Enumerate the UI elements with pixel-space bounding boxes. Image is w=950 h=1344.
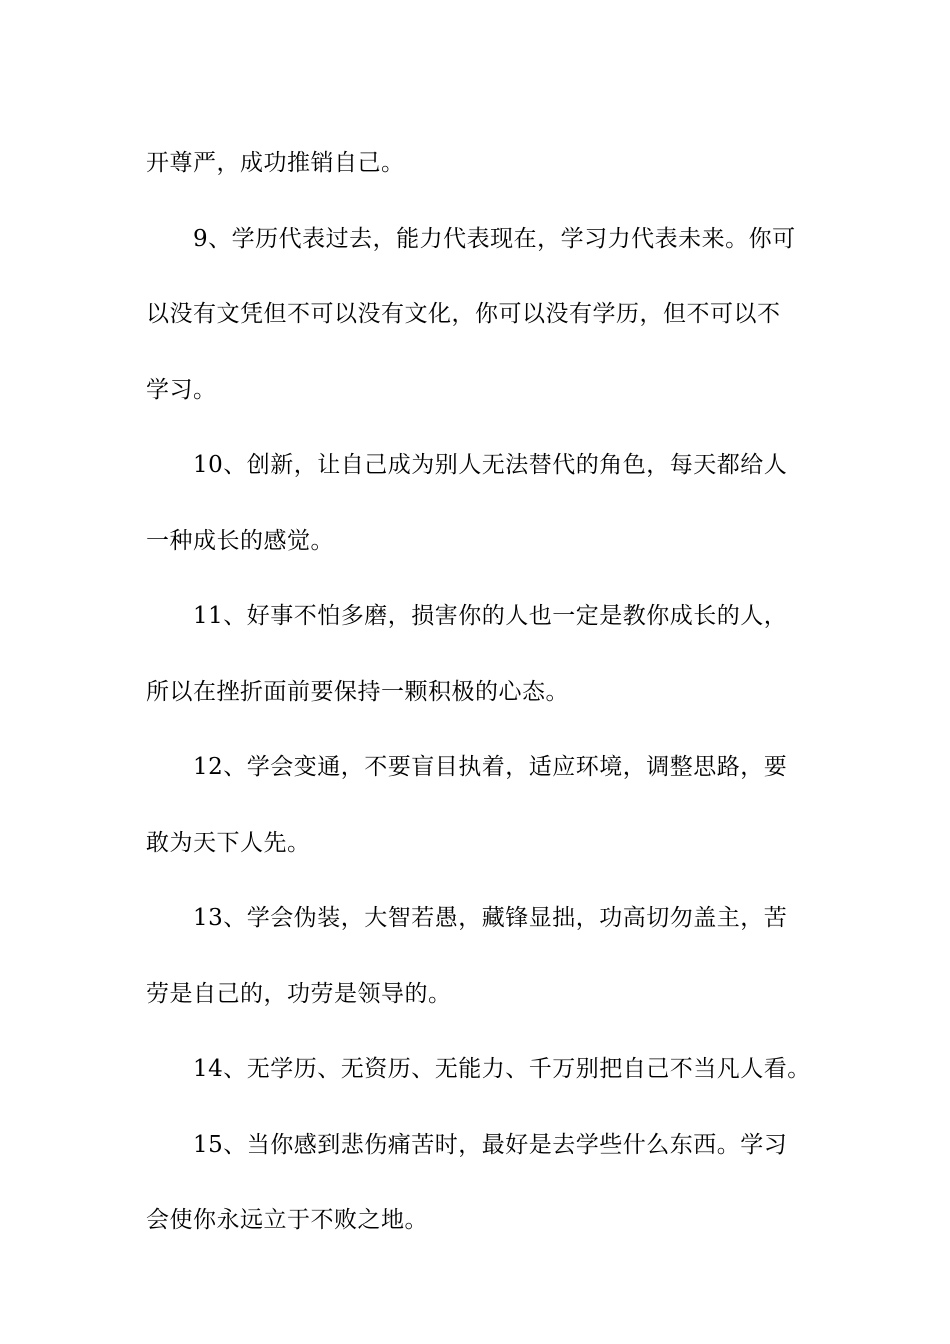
- paragraph-11-line-1: 11、好事不怕多磨，损害你的人也一定是教你成长的人，: [193, 603, 788, 629]
- paragraph-10-line-1: 10、创新，让自己成为别人无法替代的角色，每天都给人: [193, 452, 788, 478]
- paragraph-13-line-2: 劳是自己的，功劳是领导的。: [146, 980, 452, 1007]
- document-body: [146, 126, 811, 1259]
- paragraph-9-line-3: 学习。: [146, 376, 217, 403]
- paragraph-12-line-2: 敢为天下人先。: [146, 829, 311, 856]
- text-line: 开尊严，成功推销自己。: [146, 150, 405, 176]
- paragraph-13-line-1: 13、学会伪装，大智若愚，藏锋显拙，功高切勿盖主，苦: [193, 905, 788, 931]
- paragraph-15-line-2: 会使你永远立于不败之地。: [146, 1207, 428, 1233]
- paragraph-11-line-2: 所以在挫折面前要保持一颗积极的心态。: [146, 678, 569, 705]
- paragraph-15-line-1: 15、当你感到悲伤痛苦时，最好是去学些什么东西。学习: [193, 1131, 788, 1158]
- paragraph-14-line-1: 14、无学历、无资历、无能力、千万别把自己不当凡人看。: [193, 1056, 811, 1082]
- paragraph-9-line-1: 9、学历代表过去，能力代表现在，学习力代表未来。你可: [193, 225, 796, 252]
- paragraph-12-line-1: 12、学会变通，不要盲目执着，适应环境，调整思路，要: [193, 754, 788, 780]
- paragraph-10-line-2: 一种成长的感觉。: [146, 527, 334, 554]
- paragraph-9-line-2: 以没有文凭但不可以没有文化，你可以没有学历，但不可以不: [146, 301, 781, 327]
